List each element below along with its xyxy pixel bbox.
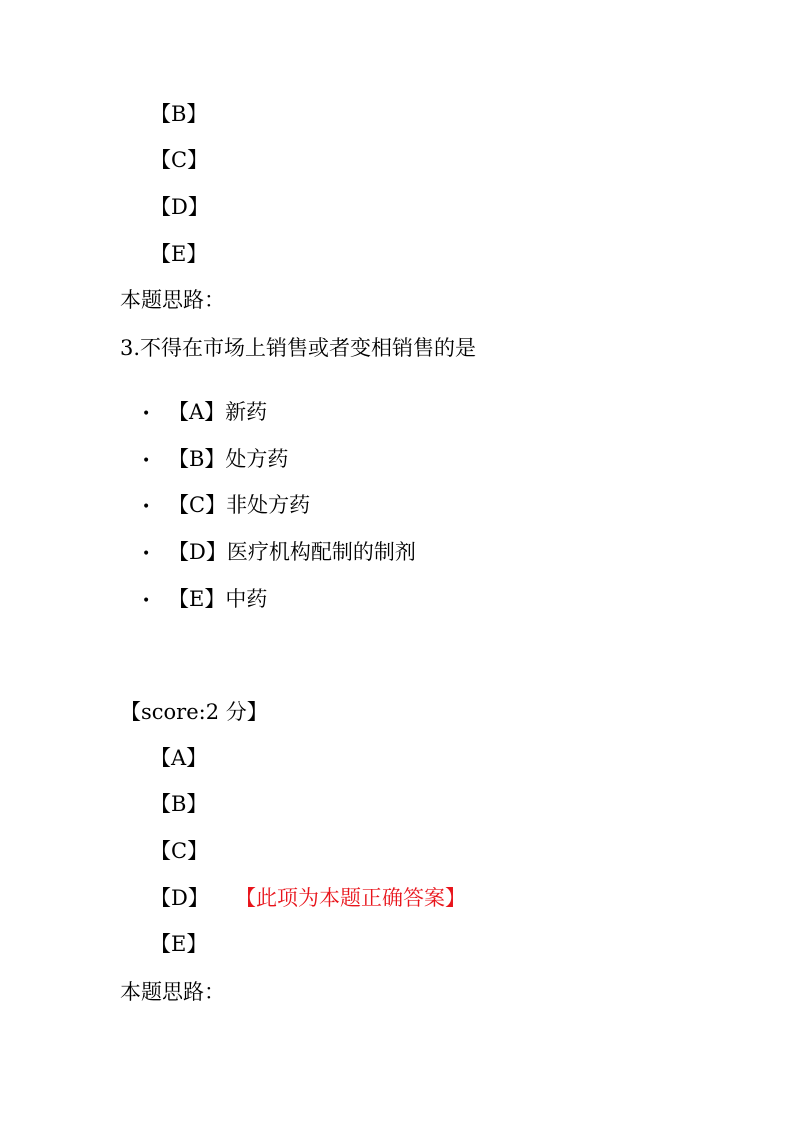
choice-label: 【D】医疗机构配制的制剂 bbox=[168, 540, 416, 564]
answer-option-c: 【C】 bbox=[150, 839, 209, 863]
bullet-dot-icon: • bbox=[142, 405, 151, 422]
answer-option-a: 【A】 bbox=[150, 746, 208, 770]
bullet-dot-icon: • bbox=[142, 452, 151, 469]
prev-option-e: 【E】 bbox=[150, 242, 208, 266]
prev-option-b: 【B】 bbox=[150, 102, 208, 126]
bullet-dot-icon: • bbox=[142, 498, 151, 515]
bullet-dot-icon: • bbox=[142, 545, 151, 562]
prev-option-c: 【C】 bbox=[150, 148, 209, 172]
choice-label: 【B】处方药 bbox=[168, 447, 289, 471]
choice-b bbox=[142, 445, 288, 475]
correct-answer-note: 【此项为本题正确答案】 bbox=[235, 886, 466, 910]
answer-option-b: 【B】 bbox=[150, 792, 208, 816]
score-label: 【score:2 分】 bbox=[120, 700, 268, 724]
prev-option-d: 【D】 bbox=[150, 195, 209, 219]
choice-d bbox=[142, 538, 416, 568]
choice-label: 【C】非处方药 bbox=[168, 493, 311, 517]
choice-e bbox=[142, 585, 267, 615]
choice-a bbox=[142, 398, 267, 428]
choice-label: 【E】中药 bbox=[168, 587, 268, 611]
prev-analysis-label: 本题思路： bbox=[120, 288, 225, 312]
answer-option-d: 【D】 bbox=[150, 886, 209, 910]
analysis-label: 本题思路： bbox=[120, 980, 225, 1004]
bullet-dot-icon: • bbox=[142, 592, 151, 609]
choice-c bbox=[142, 491, 310, 521]
question-title: 3.不得在市场上销售或者变相销售的是 bbox=[120, 336, 477, 360]
answer-option-e: 【E】 bbox=[150, 932, 208, 956]
choice-label: 【A】新药 bbox=[168, 400, 268, 424]
